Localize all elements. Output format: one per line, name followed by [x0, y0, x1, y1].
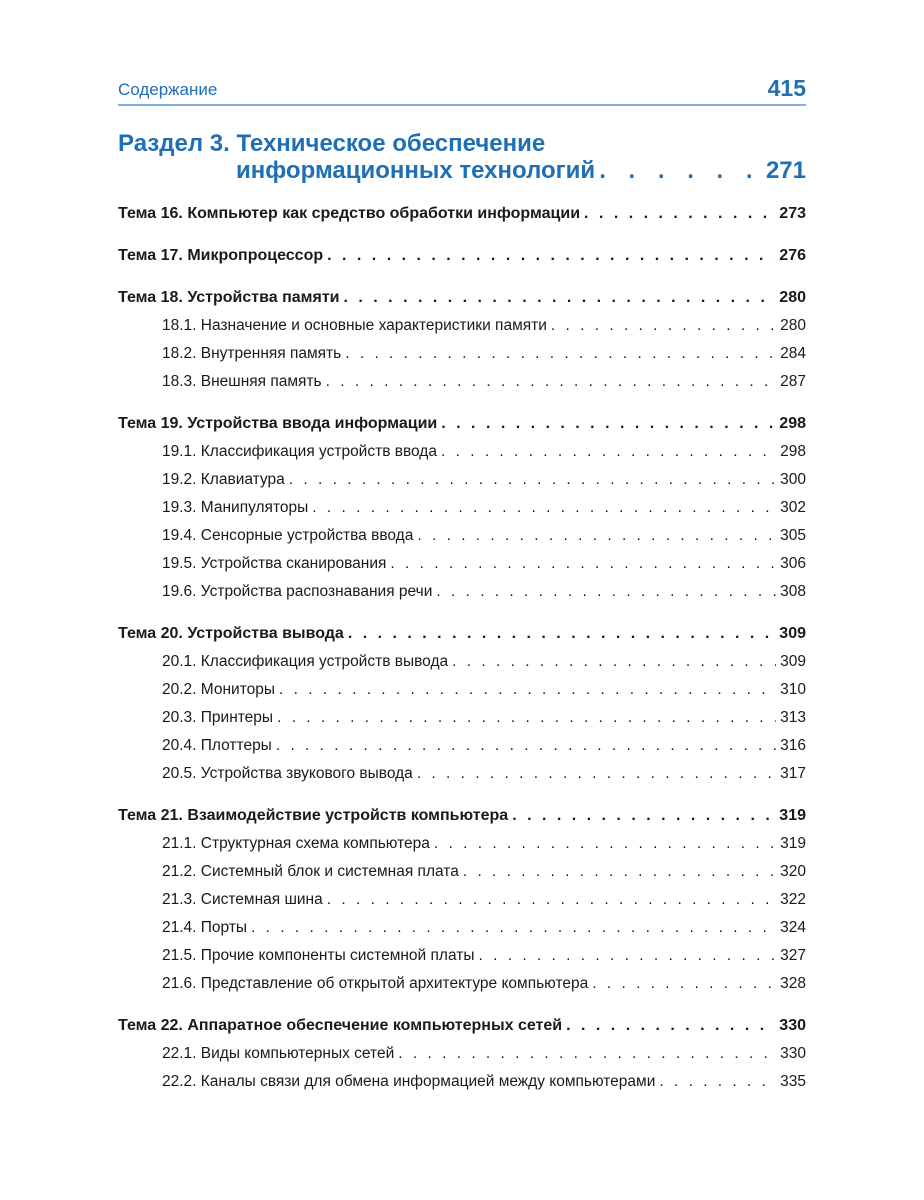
toc-subitem-title: 18.1. Назначение и основные характеристики памяти: [162, 317, 547, 334]
toc-subitem-title: 19.3. Манипуляторы: [162, 499, 309, 516]
toc-topic-title: Тема 17. Микропроцессор: [118, 247, 324, 264]
toc-subitem-page: 302: [780, 499, 806, 516]
toc-subitem-page: 308: [780, 583, 806, 600]
toc-topic-page: 273: [779, 205, 806, 222]
toc-subitem-page: 322: [780, 891, 806, 908]
running-header-title: Содержание: [118, 80, 218, 99]
toc-subitem-page: 284: [780, 345, 806, 362]
toc-topic-title: Тема 19. Устройства ввода информации: [118, 415, 438, 432]
toc-topic-page: 280: [779, 289, 806, 306]
toc-topic-page: 319: [779, 807, 806, 824]
section-title-line2: информационных технологий: [236, 157, 596, 184]
dot-leader: [452, 648, 776, 676]
toc-subitem[interactable]: [118, 466, 806, 494]
toc-subitem[interactable]: [118, 438, 806, 466]
toc-topic-page: 298: [779, 415, 806, 432]
dot-leader: [441, 410, 775, 438]
dot-leader: [398, 1040, 776, 1068]
toc-topic[interactable]: [118, 410, 806, 438]
running-header: [118, 74, 806, 106]
toc-topic[interactable]: [118, 200, 806, 228]
toc-subitem[interactable]: [118, 914, 806, 942]
toc-subitem-page: 316: [780, 737, 806, 754]
page-number: 415: [767, 75, 806, 101]
toc-topic-title: Тема 22. Аппаратное обеспечение компьютерных сетей: [118, 1017, 563, 1034]
toc-subitem[interactable]: [118, 494, 806, 522]
toc-subitem-page: 330: [780, 1045, 806, 1062]
toc-subitem[interactable]: [118, 648, 806, 676]
toc-subitem-title: 20.1. Классификация устройств вывода: [162, 653, 449, 670]
toc-subitem-title: 22.1. Виды компьютерных сетей: [162, 1045, 395, 1062]
toc-subitem-title: 20.5. Устройства звукового вывода: [162, 765, 413, 782]
toc-topic[interactable]: [118, 1012, 806, 1040]
dot-leader: [551, 312, 776, 340]
dot-leader: [390, 550, 776, 578]
toc-subitem[interactable]: [118, 704, 806, 732]
toc-topic[interactable]: [118, 242, 806, 270]
toc-subitem-title: 21.4. Порты: [162, 919, 248, 936]
dot-leader: [441, 438, 776, 466]
toc-subitem[interactable]: [118, 886, 806, 914]
toc-subitem-page: 306: [780, 555, 806, 572]
dot-leader: [277, 704, 776, 732]
toc-topic[interactable]: [118, 284, 806, 312]
toc-subitem-title: 21.2. Системный блок и системная плата: [162, 863, 459, 880]
toc-subitem[interactable]: [118, 1040, 806, 1068]
dot-leader: [434, 830, 776, 858]
toc-subitem-page: 287: [780, 373, 806, 390]
toc-subitem-title: 20.3. Принтеры: [162, 709, 274, 726]
toc-subitem-title: 21.6. Представление об открытой архитектуре компьютера: [162, 975, 589, 992]
dot-leader: [512, 802, 775, 830]
dot-leader: [463, 858, 776, 886]
dot-leader: [599, 157, 762, 184]
toc-subitem-title: 18.2. Внутренняя память: [162, 345, 342, 362]
toc-subitem-page: 310: [780, 681, 806, 698]
toc-subitem-title: 19.6. Устройства распознавания речи: [162, 583, 433, 600]
toc-subitem[interactable]: [118, 970, 806, 998]
toc-topic-title: Тема 20. Устройства вывода: [118, 625, 344, 642]
dot-leader: [478, 942, 776, 970]
toc-subitem-page: 319: [780, 835, 806, 852]
section-page: 271: [765, 157, 806, 184]
toc-subitem-title: 22.2. Каналы связи для обмена информацией между компьютерами: [162, 1073, 656, 1090]
toc-subitem[interactable]: [118, 830, 806, 858]
toc-subitem-title: 19.1. Классификация устройств ввода: [162, 443, 437, 460]
toc-subitem-page: 324: [780, 919, 806, 936]
toc-subitem[interactable]: [118, 1068, 806, 1096]
toc-subitem[interactable]: [118, 368, 806, 396]
toc-subitem-title: 18.3. Внешняя память: [162, 373, 322, 390]
toc-topic-page: 309: [779, 625, 806, 642]
dot-leader: [327, 886, 776, 914]
dot-leader: [312, 494, 776, 522]
dot-leader: [417, 760, 776, 788]
toc-subitem-page: 309: [780, 653, 806, 670]
dot-leader: [344, 284, 776, 312]
table-of-contents: [118, 200, 806, 1096]
dot-leader: [289, 466, 776, 494]
toc-subitem[interactable]: [118, 522, 806, 550]
toc-subitem-title: 21.5. Прочие компоненты системной платы: [162, 947, 475, 964]
toc-subitem[interactable]: [118, 340, 806, 368]
toc-topic-title: Тема 16. Компьютер как средство обработки информации: [118, 205, 581, 222]
dot-leader: [279, 676, 776, 704]
toc-subitem-page: 313: [780, 709, 806, 726]
section-heading[interactable]: [118, 130, 806, 184]
toc-subitem-page: 298: [780, 443, 806, 460]
dot-leader: [326, 368, 777, 396]
toc-subitem-page: 305: [780, 527, 806, 544]
dot-leader: [345, 340, 776, 368]
dot-leader: [276, 732, 776, 760]
toc-topic-page: 276: [779, 247, 806, 264]
toc-subitem[interactable]: [118, 312, 806, 340]
dot-leader: [348, 620, 775, 648]
toc-subitem[interactable]: [118, 578, 806, 606]
toc-subitem-page: 320: [780, 863, 806, 880]
dot-leader: [327, 242, 775, 270]
toc-topic-title: Тема 18. Устройства памяти: [118, 289, 340, 306]
toc-topic[interactable]: [118, 620, 806, 648]
section-title-line1: Раздел 3. Техническое обеспечение: [118, 130, 546, 157]
toc-subitem-page: 328: [780, 975, 806, 992]
dot-leader: [251, 914, 776, 942]
dot-leader: [592, 970, 776, 998]
toc-subitem-page: 300: [780, 471, 806, 488]
toc-topic-page: 330: [779, 1017, 806, 1034]
toc-subitem-title: 20.2. Мониторы: [162, 681, 276, 698]
toc-subitem-title: 19.2. Клавиатура: [162, 471, 285, 488]
toc-subitem-page: 327: [780, 947, 806, 964]
dot-leader: [584, 200, 775, 228]
dot-leader: [659, 1068, 776, 1096]
toc-subitem-title: 21.3. Системная шина: [162, 891, 323, 908]
toc-topic-title: Тема 21. Взаимодействие устройств компьютера: [118, 807, 509, 824]
toc-subitem[interactable]: [118, 858, 806, 886]
toc-subitem-page: 317: [780, 765, 806, 782]
toc-subitem[interactable]: [118, 760, 806, 788]
toc-subitem-title: 19.5. Устройства сканирования: [162, 555, 387, 572]
toc-subitem[interactable]: [118, 676, 806, 704]
dot-leader: [417, 522, 776, 550]
toc-subitem[interactable]: [118, 732, 806, 760]
toc-subitem-title: 21.1. Структурная схема компьютера: [162, 835, 430, 852]
dot-leader: [436, 578, 776, 606]
toc-subitem[interactable]: [118, 550, 806, 578]
toc-subitem-page: 280: [780, 317, 806, 334]
toc-subitem-title: 19.4. Сенсорные устройства ввода: [162, 527, 414, 544]
toc-subitem-page: 335: [780, 1073, 806, 1090]
dot-leader: [566, 1012, 775, 1040]
toc-subitem-title: 20.4. Плоттеры: [162, 737, 272, 754]
toc-topic[interactable]: [118, 802, 806, 830]
toc-subitem[interactable]: [118, 942, 806, 970]
